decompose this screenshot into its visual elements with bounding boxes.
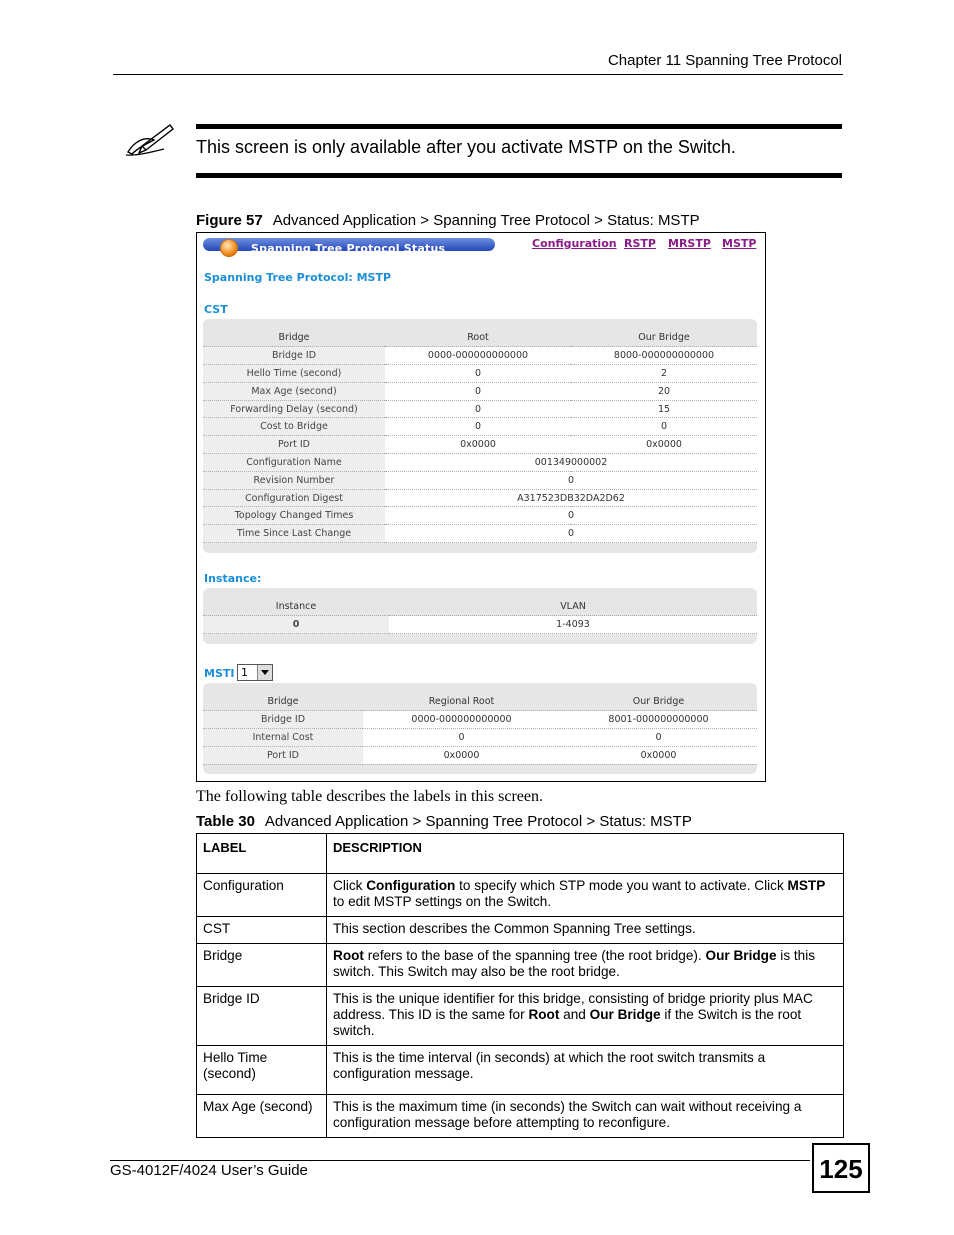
msti-row-label: Bridge ID: [203, 711, 363, 729]
cst-cell: A317523DB32DA2D62: [385, 489, 757, 507]
instance-header: VLAN: [389, 598, 757, 616]
title-bar: [203, 238, 495, 255]
link-rstp[interactable]: RSTP: [624, 237, 656, 250]
text-run: This is the unique identifier for this bridge, consisting of bridge priority plus MAC address. This ID is the same for: [333, 991, 813, 1022]
cst-table: [203, 319, 757, 553]
text-run: and: [559, 1007, 590, 1022]
desc-header-description: DESCRIPTION: [327, 834, 844, 874]
desc-row-text: [327, 987, 844, 1046]
figure-caption: [196, 212, 700, 229]
cst-row-label: Cost to Bridge: [203, 418, 385, 436]
cst-cell: 0: [385, 418, 571, 436]
desc-row-text: This is the maximum time (in seconds) the Switch can wait without receiving a configuration message before attempting to reconfigure.: [327, 1095, 844, 1138]
cst-cell: 0: [385, 525, 757, 543]
cst-cell: 0: [385, 507, 757, 525]
note-text: This screen is only available after you activate MSTP on the Switch.: [196, 137, 736, 157]
bold-run: Configuration: [366, 878, 456, 893]
cst-row-label: Time Since Last Change: [203, 525, 385, 543]
msti-header: Bridge: [203, 693, 363, 711]
msti-label: MSTI: [204, 667, 235, 680]
footer-guide-title: GS-4012F/4024 User’s Guide: [110, 1162, 308, 1179]
text-run: Click: [333, 878, 367, 893]
screenshot-frame: [196, 232, 766, 782]
text-run: is this switch. This Switch may also be the root bridge.: [333, 948, 816, 979]
msti-cell: 0000-000000000000: [363, 711, 560, 729]
cst-cell: 0: [385, 365, 571, 383]
msti-header: Regional Root: [363, 693, 560, 711]
msti-cell: 0x0000: [363, 746, 560, 764]
cst-row-label: Revision Number: [203, 471, 385, 489]
instance-id: 0: [203, 616, 389, 634]
intro-paragraph: The following table describes the labels in this screen.: [196, 788, 544, 805]
desc-row-text: This section describes the Common Spanning Tree settings.: [327, 917, 844, 944]
screen-subtitle: Spanning Tree Protocol: MSTP: [204, 271, 392, 284]
link-mrstp[interactable]: MRSTP: [668, 237, 711, 250]
text-run: to edit MSTP settings on the Switch.: [333, 894, 552, 909]
cst-row-label: Bridge ID: [203, 347, 385, 365]
cst-header: Bridge: [203, 329, 385, 347]
desc-row-label: Bridge ID: [197, 987, 327, 1046]
note-bar-bottom: [196, 173, 842, 178]
cst-heading: CST: [204, 303, 228, 316]
pencil-note-icon: [124, 122, 176, 158]
cst-cell: 15: [571, 400, 757, 418]
cst-cell: 0x0000: [385, 436, 571, 454]
msti-row-label: Internal Cost: [203, 729, 363, 747]
instance-heading: Instance:: [204, 572, 262, 585]
msti-cell: 0x0000: [560, 746, 757, 764]
figure-title: Advanced Application > Spanning Tree Protocol > Status: MSTP: [272, 212, 700, 229]
text-run: to specify which STP mode you want to activate. Click: [455, 878, 788, 893]
desc-row-label: Bridge: [197, 944, 327, 987]
desc-row-label: Hello Time (second): [197, 1046, 327, 1095]
link-mstp[interactable]: MSTP: [722, 237, 757, 250]
table-label: Table 30: [196, 813, 255, 830]
figure-label: Figure 57: [196, 212, 263, 229]
cst-cell: 001349000002: [385, 454, 757, 472]
msti-cell: 0: [363, 729, 560, 747]
desc-row-label: Configuration: [197, 874, 327, 917]
msti-header: Our Bridge: [560, 693, 757, 711]
msti-cell: 0: [560, 729, 757, 747]
desc-row-text: [327, 874, 844, 917]
cst-cell: 0x0000: [571, 436, 757, 454]
cst-row-label: Configuration Digest: [203, 489, 385, 507]
bold-run: Root: [528, 1007, 560, 1022]
instance-vlan: 1-4093: [389, 616, 757, 634]
note-bar-top: [196, 124, 842, 129]
cst-row-label: Topology Changed Times: [203, 507, 385, 525]
footer-rule: [110, 1160, 810, 1161]
cst-row-label: Hello Time (second): [203, 365, 385, 383]
cst-row-label: Forwarding Delay (second): [203, 400, 385, 418]
bold-run: MSTP: [787, 878, 826, 893]
header-rule: [113, 74, 843, 75]
cst-cell: 20: [571, 382, 757, 400]
msti-table: [203, 683, 757, 774]
cst-cell: 0: [571, 418, 757, 436]
chevron-down-icon[interactable]: [257, 665, 272, 680]
instance-header: Instance: [203, 598, 389, 616]
chapter-header: Chapter 11 Spanning Tree Protocol: [607, 52, 842, 69]
msti-row-label: Port ID: [203, 746, 363, 764]
description-table: [196, 833, 844, 1138]
text-run: if the Switch is the root switch.: [333, 1007, 802, 1038]
bold-run: Our Bridge: [705, 948, 777, 963]
desc-row-label: Max Age (second): [197, 1095, 327, 1138]
cst-cell: 2: [571, 365, 757, 383]
msti-selected-value: 1: [241, 666, 248, 679]
desc-row-text: [327, 944, 844, 987]
cst-cell: 0: [385, 400, 571, 418]
cst-row-label: Port ID: [203, 436, 385, 454]
cst-header: Our Bridge: [571, 329, 757, 347]
bold-run: Root: [333, 948, 364, 963]
link-configuration[interactable]: Configuration: [532, 237, 617, 250]
bold-run: Our Bridge: [589, 1007, 661, 1022]
desc-header-label: LABEL: [197, 834, 327, 874]
msti-cell: 8001-000000000000: [560, 711, 757, 729]
page-number: 125: [812, 1143, 870, 1193]
text-run: refers to the base of the spanning tree (the root bridge).: [363, 948, 706, 963]
desc-row-text: This is the time interval (in seconds) at which the root switch transmits a configuration message.: [327, 1046, 844, 1095]
cst-cell: 0000-000000000000: [385, 347, 571, 365]
msti-select[interactable]: [237, 664, 273, 681]
cst-row-label: Configuration Name: [203, 454, 385, 472]
desc-row-label: CST: [197, 917, 327, 944]
status-orb-icon: [220, 239, 238, 257]
cst-row-label: Max Age (second): [203, 382, 385, 400]
instance-table: [203, 588, 757, 644]
cst-cell: 0: [385, 471, 757, 489]
table-title: Advanced Application > Spanning Tree Protocol > Status: MSTP: [264, 813, 692, 830]
cst-cell: 0: [385, 382, 571, 400]
cst-cell: 8000-000000000000: [571, 347, 757, 365]
cst-header: Root: [385, 329, 571, 347]
table-caption: [196, 813, 692, 830]
screen-title: Spanning Tree Protocol Status: [251, 242, 446, 255]
